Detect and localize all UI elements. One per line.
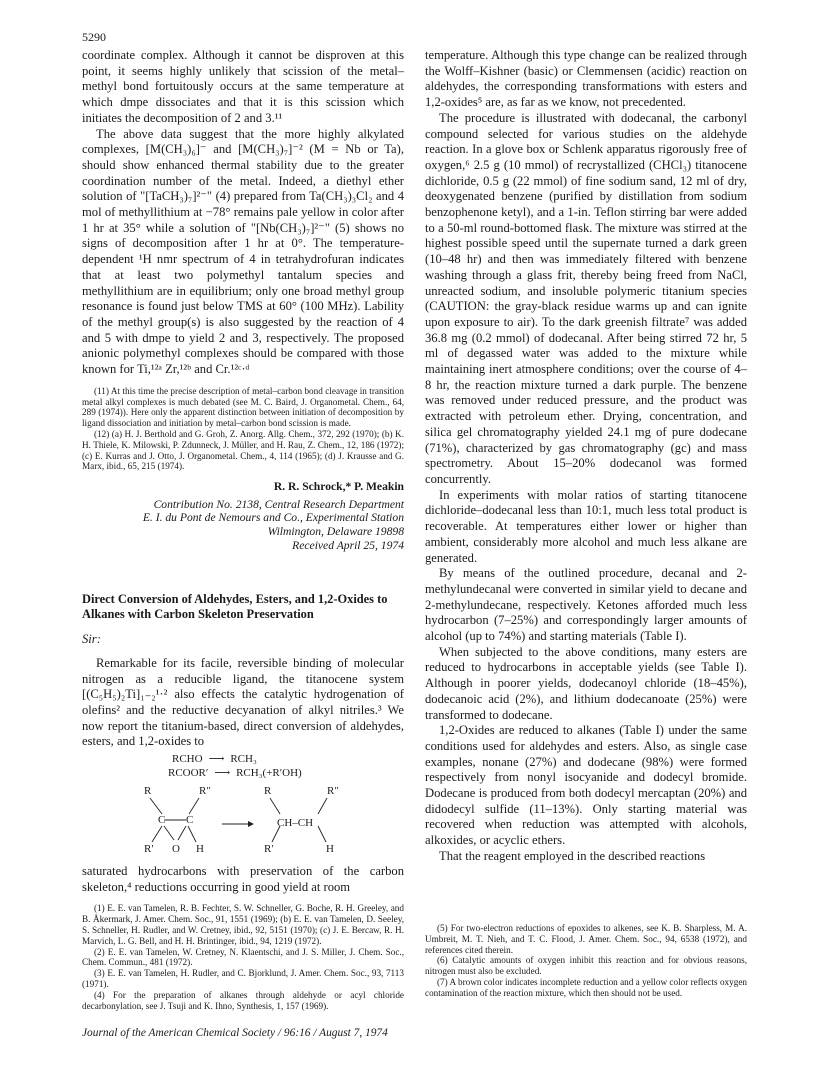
body-paragraph: In experiments with molar ratios of starting titanocene dichloride–dodecanal less than 10:1, much less total product is recoverable. At temperatures either lower or higher than ambient, considerably more alcohol and much less alkane are generated. (425, 487, 747, 565)
footnote: (11) At this time the precise description of metal–carbon bond cleavage in transition metal alkyl complexes is much debated (see M. C. Baird, J. Organometal. Chem., 64, 289 (1974)). Here only the apparent distinction between initiation of decomposition by ligand dissociation and initiation by metal–carbon bond scission is made. (82, 385, 404, 429)
atom-label: C (186, 814, 194, 827)
footnote: (7) A brown color indicates incomplete reduction and a yellow color reflects oxygen contamination of the reaction mixture, which then should not be used. (425, 976, 747, 998)
footnote: (4) For the preparation of alkanes through aldehyde or acyl chloride decarbonylation, see J. Tsuji and K. Ihno, Synthesis, 1, 157 (1969). (82, 989, 404, 1011)
product: RCH₃(+R′OH) (236, 767, 302, 780)
atom-label: C (158, 814, 166, 827)
substituent-label: R′ (144, 843, 154, 856)
body-paragraph: When subjected to the above conditions, many esters are reduced to hydrocarbons in acceptable yields (see Table I). Although in poorer yields, dodecanoyl chloride (18–45%), dodecanoic acid (2%), and lithium dodecanoate (25%) were transformed to dodecane. (425, 644, 747, 722)
substituent-label: R (144, 785, 152, 798)
left-column (82, 48, 404, 1011)
footnote: (6) Catalytic amounts of oxygen inhibit this reaction and for obvious reasons, nitrogen must also be excluded. (425, 955, 747, 977)
reactant: RCHO (172, 753, 203, 766)
substituent-label: R (264, 785, 272, 798)
body-paragraph: temperature. Although this type change can be realized through the Wolff–Kishner (basic) or Clemmensen (acidic) reaction on aldehydes, the corresponding transformations with esters and 1,2-oxides⁵ are, as far as we know, not precedented. (425, 48, 747, 110)
atom-label: O (172, 843, 180, 856)
footnote: (5) For two-electron reductions of epoxides to alkenes, see K. B. Sharpless, M. A. Umbreit, M. T. Nieh, and T. C. Flood, J. Amer. Chem. Soc., 94, 6538 (1972), and references cited therein. (425, 923, 747, 955)
received-date: Received April 25, 1974 (292, 538, 404, 552)
body-paragraph: That the reagent employed in the described reactions (439, 848, 706, 863)
footnote: (12) (a) H. J. Berthold and G. Groh, Z. Anorg. Allg. Chem., 372, 292 (1970); (b) K. H. Thiele, K. Milowski, P. Zdunneck, J. Müller, and H. Rau, Z. Chem., 12, 186 (1972); (c) E. Kurras and J. Otto, J. Organometal. Chem., 4, 114 (1965); (d) J. Krausse and G. Marx, ibid., 65, 215 (1974). (82, 428, 404, 472)
authors: R. R. Schrock,* P. Meakin (273, 480, 404, 494)
reactant: RCOOR′ (168, 767, 209, 780)
substituent-label: R″ (327, 785, 339, 798)
signature-block (82, 480, 404, 552)
article-title: Direct Conversion of Aldehydes, Esters, and 1,2-Oxides to Alkanes with Carbon Skeleton Preservation (82, 592, 388, 622)
body-paragraph: saturated hydrocarbons with preservation of the carbon skeleton,⁴ reductions occurring in good yield at room (82, 864, 404, 894)
arrow-icon: ⟶ (208, 753, 225, 766)
equation-1 (172, 752, 404, 766)
body-paragraph: By means of the outlined procedure, decanal and 2-methylundecanal were converted in similar yield to decane and 2-methylundecane, respectively. Ketones afforded much less hydrocarbon (7–25%) and correspondingly larger amounts of alcohol (up to 74%) and starting materials (Table I). (425, 566, 747, 644)
structure-bonds (82, 784, 404, 864)
body-paragraph: 1,2-Oxides are reduced to alkanes (Table I) under the same conditions used for aldehydes and esters. Also, as single case examples, nonane (27%) and dodecane (98%) were formed respectively from nonyl isocyanide and dodecyl bromide. Dodecane is produced from both dodecyl mercaptan (20%) and didodecyl sulfide (11–13%). Only starting material was recovered when reduction was attempted with alcohols, alkoxides, or acyclic ethers. (425, 723, 747, 848)
journal-footer: Journal of the American Chemical Society / 96:16 / August 7, 1974 (82, 1027, 388, 1039)
epoxide-reduction-scheme (82, 784, 404, 864)
footnote: (3) E. E. van Tamelen, H. Rudler, and C. Bjorklund, J. Amer. Chem. Soc., 93, 7113 (1971). (82, 968, 404, 990)
body-paragraph: coordinate complex. Although it cannot be disproven at this point, it seems highly unlikely that scission of the metal–methyl bond fortuitously occurs at the same temperature at which dmpe dissociates and that it is this scission which initiates the decomposition of 2 and 3.¹¹ (82, 48, 404, 125)
substituent-label: R″ (199, 785, 211, 798)
right-column (425, 48, 747, 865)
product: RCH₃ (230, 753, 257, 766)
affiliation-line: Contribution No. 2138, Central Research Department (153, 497, 404, 511)
affiliation-line: Wilmington, Delaware 19898 (267, 524, 404, 538)
footnotes-block (82, 903, 404, 1011)
atom-label: CH–CH (277, 817, 314, 830)
body-paragraph: The procedure is illustrated with dodecanal, the carbonyl compound selected for various studies on the aldehyde reaction. In a glove box or Schlenk apparatus rigorously free of oxygen,⁶ 2.5 g (10 mmol) of recrystallized (CHCl₃) titanocene dichloride, 0.5 g (22 mmol) of fine sodium sand, 12 ml of dry, deoxygenated benzene (purified by distillation from sodium benzophenone ketyl), and a 1-in. Teflon stirring bar were added to a 50-ml round-bottomed flask. The mixture was stirred at the highest possible speed until the supernate turned a dark green (10–48 hr) and then was immediately filtered with benzene washing through a glass frit, thereby being freed from NaCl, unreacted sodium, and insoluble polymeric titanium species (CAUTION: the gray-black residue warms up and can ignite upon exposure to air). To the dark greenish filtrate⁷ was added 36.8 mg (0.2 mmol) of dodecanal. After being stirred 72 hr, 5 ml of degassed water was added to the mixture while maintaining inert atmosphere conditions; over the course of 4–8 hr, the reaction mixture turned a dark purple. The benzene was removed under reduced pressure, and the product was extracted with petroleum ether. Drying, concentration, and silica gel chromatography yielded 24.1 mg of pure dodecane (71%), characterized by gas chromatography (gc) and mass spectrometry. About 15–20% dodecanol was formed concurrently. (425, 110, 747, 486)
footnotes-block (425, 923, 747, 999)
body-paragraph: The above data suggest that the more highly alkylated complexes, [M(CH₃)₆]⁻ and [M(CH₃)₇]⁻² (M = Nb or Ta), should show enhanced thermal stability due to the greater coordination number of the metal. Indeed, a diethyl ether solution of "[TaCH₃)₇]²⁻" (4) prepared from Ta(CH₃)₃Cl₂ and 4 mol of methyllithium at −78° remains pale yellow in color after 1 hr at 35° while a solution of "[Nb(CH₃)₇]²⁻" (5) shows no signs of decomposition after 1 hr at 0°. The temperature-dependent ¹H nmr spectrum of 4 in tetrahydrofuran indicates that at least two polymethyl tantalum species and methyllithium are in equilibrium; only one broad methyl group resonance is found just below TMS at 60° (100 MHz). Lability of the methyl group(s) is also suggested by the reaction of 4 and 5 with dmpe to yield 2 and 3, respectively. The proposed anionic polymethyl complexes should be compared with those known for Ti,¹²ᵃ Zr,¹²ᵇ and Cr.¹²ᶜ·ᵈ (82, 126, 404, 377)
page-number: 5290 (82, 30, 106, 44)
reaction-equations (82, 752, 404, 780)
atom-label: H (196, 843, 204, 856)
atom-label: H (326, 843, 334, 856)
equation-2 (168, 766, 404, 780)
body-paragraph: Remarkable for its facile, reversible binding of molecular nitrogen as a reducible ligand, the titanocene system [(C₅H₅)₂Ti]₁₋₂¹·² also effects the catalytic hydrogenation of olefins² and the reductive decyanation of alkyl nitriles.³ We now report the titanium-based, direct conversion of aldehydes, esters, and 1,2-oxides to (82, 655, 404, 749)
affiliation-line: E. I. du Pont de Nemours and Co., Experimental Station (142, 511, 404, 525)
arrow-icon: ⟶ (214, 767, 231, 780)
footnotes-block (82, 386, 404, 472)
footnote: (2) E. E. van Tamelen, W. Cretney, N. Klaentschi, and J. S. Miller, J. Chem. Soc., Chem. Commun., 481 (1972). (82, 946, 404, 968)
salutation: Sir: (82, 632, 101, 647)
substituent-label: R′ (264, 843, 274, 856)
footnote: (1) E. E. van Tamelen, R. B. Fechter, S. W. Schneller, G. Boche, R. H. Greeley, and B. Åkermark, J. Amer. Chem. Soc., 91, 1551 (1969); (b) E. E. van Tamelen, D. Seeley, S. Schneller, H. Rudler, and W. Cretney, ibid., 92, 5151 (1970); (c) J. E. Bercaw, R. H. Marvich, L. G. Bell, and H. H. Brintinger, ibid., 94, 1219 (1972). (82, 903, 404, 946)
